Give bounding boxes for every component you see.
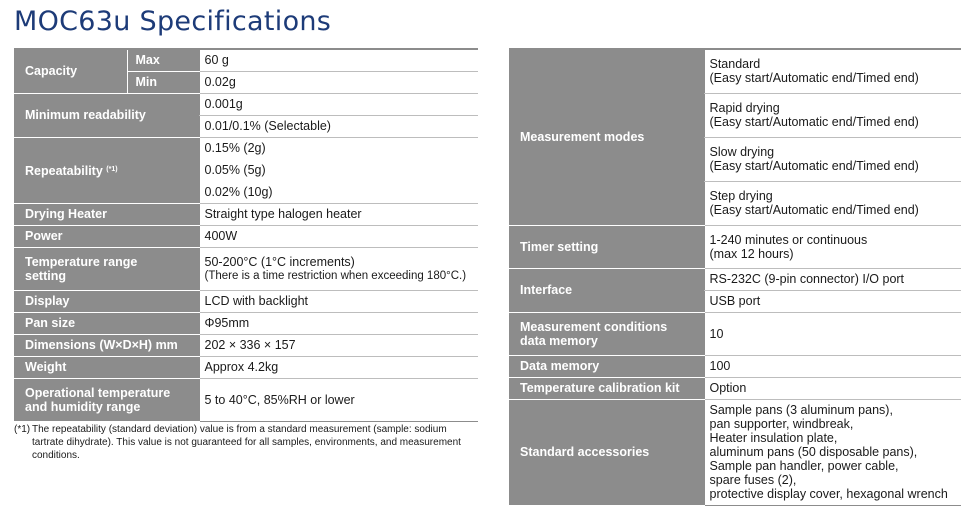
interface-label: Interface — [509, 268, 704, 312]
timer-setting-label: Timer setting — [509, 225, 704, 268]
min-readability-value-2: 0.01/0.1% (Selectable) — [199, 115, 478, 137]
footnote-marker: (*1) — [14, 424, 31, 435]
power-label: Power — [14, 225, 199, 247]
operational-range-label: Operational temperature and humidity range — [14, 378, 199, 421]
display-label: Display — [14, 290, 199, 312]
operational-range-value: 5 to 40°C, 85%RH or lower — [199, 378, 478, 421]
temperature-range-label: Temperature range setting — [14, 247, 199, 290]
accessories-value — [704, 399, 961, 505]
footnote — [14, 423, 484, 462]
accessory-line: Sample pans (3 aluminum pans), — [709, 403, 893, 417]
timer-setting-value: 1-240 minutes or continuous (max 12 hours) — [704, 225, 961, 268]
dimensions-label: Dimensions (W×D×H) mm — [14, 334, 199, 356]
page-title: MOC63u Specifications — [14, 6, 332, 37]
repeatability-label: Repeatability $^{(*1)}$ — [14, 137, 199, 203]
conditions-memory-label: Measurement conditions data memory — [509, 312, 704, 355]
calibration-kit-label: Temperature calibration kit — [509, 377, 704, 399]
mode-step-drying: Step drying (Easy start/Automatic end/Timed end) — [704, 181, 961, 225]
mode-slow-drying: Slow drying (Easy start/Automatic end/Timed end) — [704, 137, 961, 181]
pan-size-label: Pan size — [14, 312, 199, 334]
footnote-mark: (*1) — [106, 165, 118, 173]
accessory-line: Sample pan handler, power cable, — [709, 459, 899, 473]
mode-rapid-drying: Rapid drying (Easy start/Automatic end/Timed end) — [704, 93, 961, 137]
drying-heater-value: Straight type halogen heater — [199, 203, 478, 225]
weight-value: Approx 4.2kg — [199, 356, 478, 378]
accessory-line: pan supporter, windbreak, — [709, 417, 854, 431]
temperature-range-value: 50-200°C (1°C increments) (There is a time restriction when exceeding 180°C.) — [199, 247, 478, 290]
capacity-label: Capacity — [14, 49, 127, 93]
display-value: LCD with backlight — [199, 290, 478, 312]
capacity-min-label: Min — [127, 71, 199, 93]
accessory-line: protective display cover, hexagonal wrench — [709, 487, 948, 501]
mode-standard: Standard (Easy start/Automatic end/Timed end) — [704, 49, 961, 93]
footnote-line-3: conditions. — [32, 450, 80, 461]
data-memory-label: Data memory — [509, 355, 704, 377]
pan-size-value: Φ95mm — [199, 312, 478, 334]
spec-table-left — [14, 48, 478, 422]
repeatability-value-1: 0.15% (2g) — [199, 137, 478, 159]
capacity-max-value: 60 g — [199, 49, 478, 71]
interface-value-1: RS-232C (9-pin connector) I/O port — [704, 268, 961, 290]
weight-label: Weight — [14, 356, 199, 378]
dimensions-value: 202 × 336 × 157 — [199, 334, 478, 356]
repeatability-value-3: 0.02% (10g) — [199, 181, 478, 203]
conditions-memory-value: 10 — [704, 312, 961, 355]
capacity-min-value: 0.02g — [199, 71, 478, 93]
repeatability-value-2: 0.05% (5g) — [199, 159, 478, 181]
capacity-max-label: Max — [127, 49, 199, 71]
footnote-line-2: tartrate dihydrate). This value is not guaranteed for all samples, environments, and measurement — [32, 437, 461, 448]
spec-table-right — [509, 48, 961, 506]
power-value: 400W — [199, 225, 478, 247]
data-memory-value: 100 — [704, 355, 961, 377]
footnote-line-1: The repeatability (standard deviation) value is from a standard measurement (sample: sodium — [32, 424, 447, 435]
interface-value-2: USB port — [704, 290, 961, 312]
min-readability-label: Minimum readability — [14, 93, 199, 137]
measurement-modes-label: Measurement modes — [509, 49, 704, 225]
accessory-line: aluminum pans (50 disposable pans), — [709, 445, 918, 459]
drying-heater-label: Drying Heater — [14, 203, 199, 225]
accessories-label: Standard accessories — [509, 399, 704, 505]
calibration-kit-value: Option — [704, 377, 961, 399]
accessory-line: spare fuses (2), — [709, 473, 797, 487]
accessory-line: Heater insulation plate, — [709, 431, 838, 445]
min-readability-value-1: 0.001g — [199, 93, 478, 115]
